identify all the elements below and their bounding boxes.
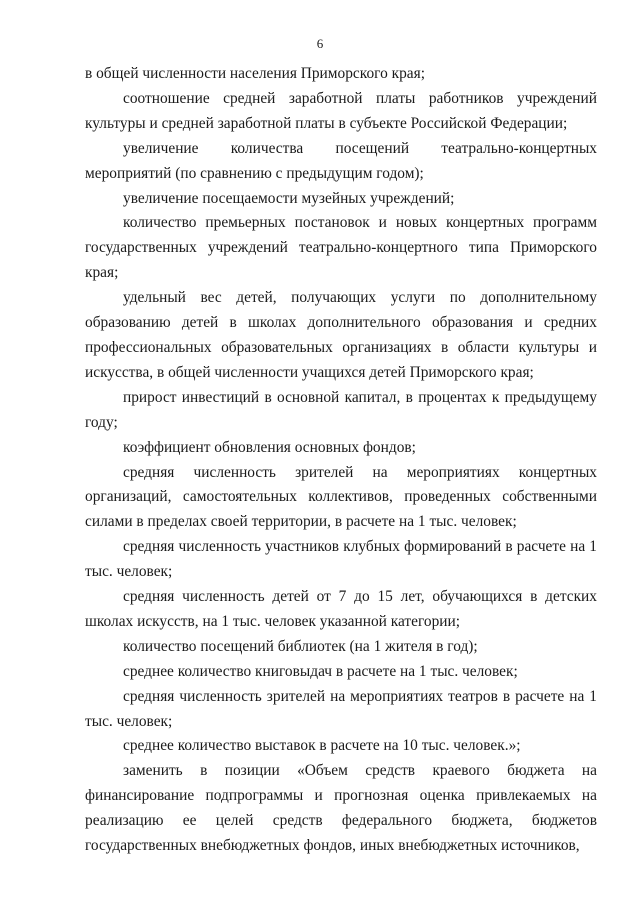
paragraph: количество посещений библиотек (на 1 жителя в год);: [123, 637, 478, 655]
paragraph: прирост инвестиций в основной капитал, в процентах к предыдущему году;: [85, 388, 597, 431]
paragraph: удельный вес детей, получающих услуги по дополнительному образованию детей в школах дополнительного образования и средних профессиональных образовательных организациях в области культуры и искусства, в общей численности учащихся детей Приморского края;: [85, 289, 597, 381]
paragraph: средняя численность участников клубных формирований в расчете на 1 тыс. человек;: [85, 538, 597, 581]
paragraph: увеличение количества посещений театрально-концертных мероприятий (по сравнению с предыдущим годом);: [85, 139, 597, 182]
document-body: [85, 62, 597, 859]
page-number: 6: [316, 36, 324, 51]
paragraph: количество премьерных постановок и новых концертных программ государственных учреждений театрально-концертного типа Приморского края;: [85, 214, 597, 282]
paragraph: заменить в позиции «Объем средств краевого бюджета на финансирование подпрограммы и прогнозная оценка привлекаемых на реализацию ее целей средств федерального бюджета, бюджетов государственных внебюджетных фондов, иных внебюджетных источников,: [85, 762, 597, 855]
paragraph: средняя численность зрителей на мероприятиях театров в расчете на 1 тыс. человек;: [85, 687, 597, 730]
paragraph: коэффициент обновления основных фондов;: [123, 438, 416, 456]
paragraph: среднее количество выставок в расчете на 10 тыс. человек.»;: [123, 737, 521, 755]
paragraph: увеличение посещаемости музейных учреждений;: [123, 189, 455, 207]
paragraph: среднее количество книговыдач в расчете на 1 тыс. человек;: [123, 662, 518, 680]
paragraph: средняя численность зрителей на мероприятиях концертных организаций, самостоятельных коллективов, проведенных собственными силами в пределах своей территории, в расчете на 1 тыс. человек;: [85, 463, 597, 531]
paragraph: соотношение средней заработной платы работников учреждений культуры и средней заработной платы в субъекте Российской Федерации;: [85, 89, 597, 132]
paragraph: в общей численности населения Приморского края;: [85, 65, 425, 82]
paragraph: средняя численность детей от 7 до 15 лет, обучающихся в детских школах искусств, на 1 тыс. человек указанной категории;: [85, 588, 597, 630]
